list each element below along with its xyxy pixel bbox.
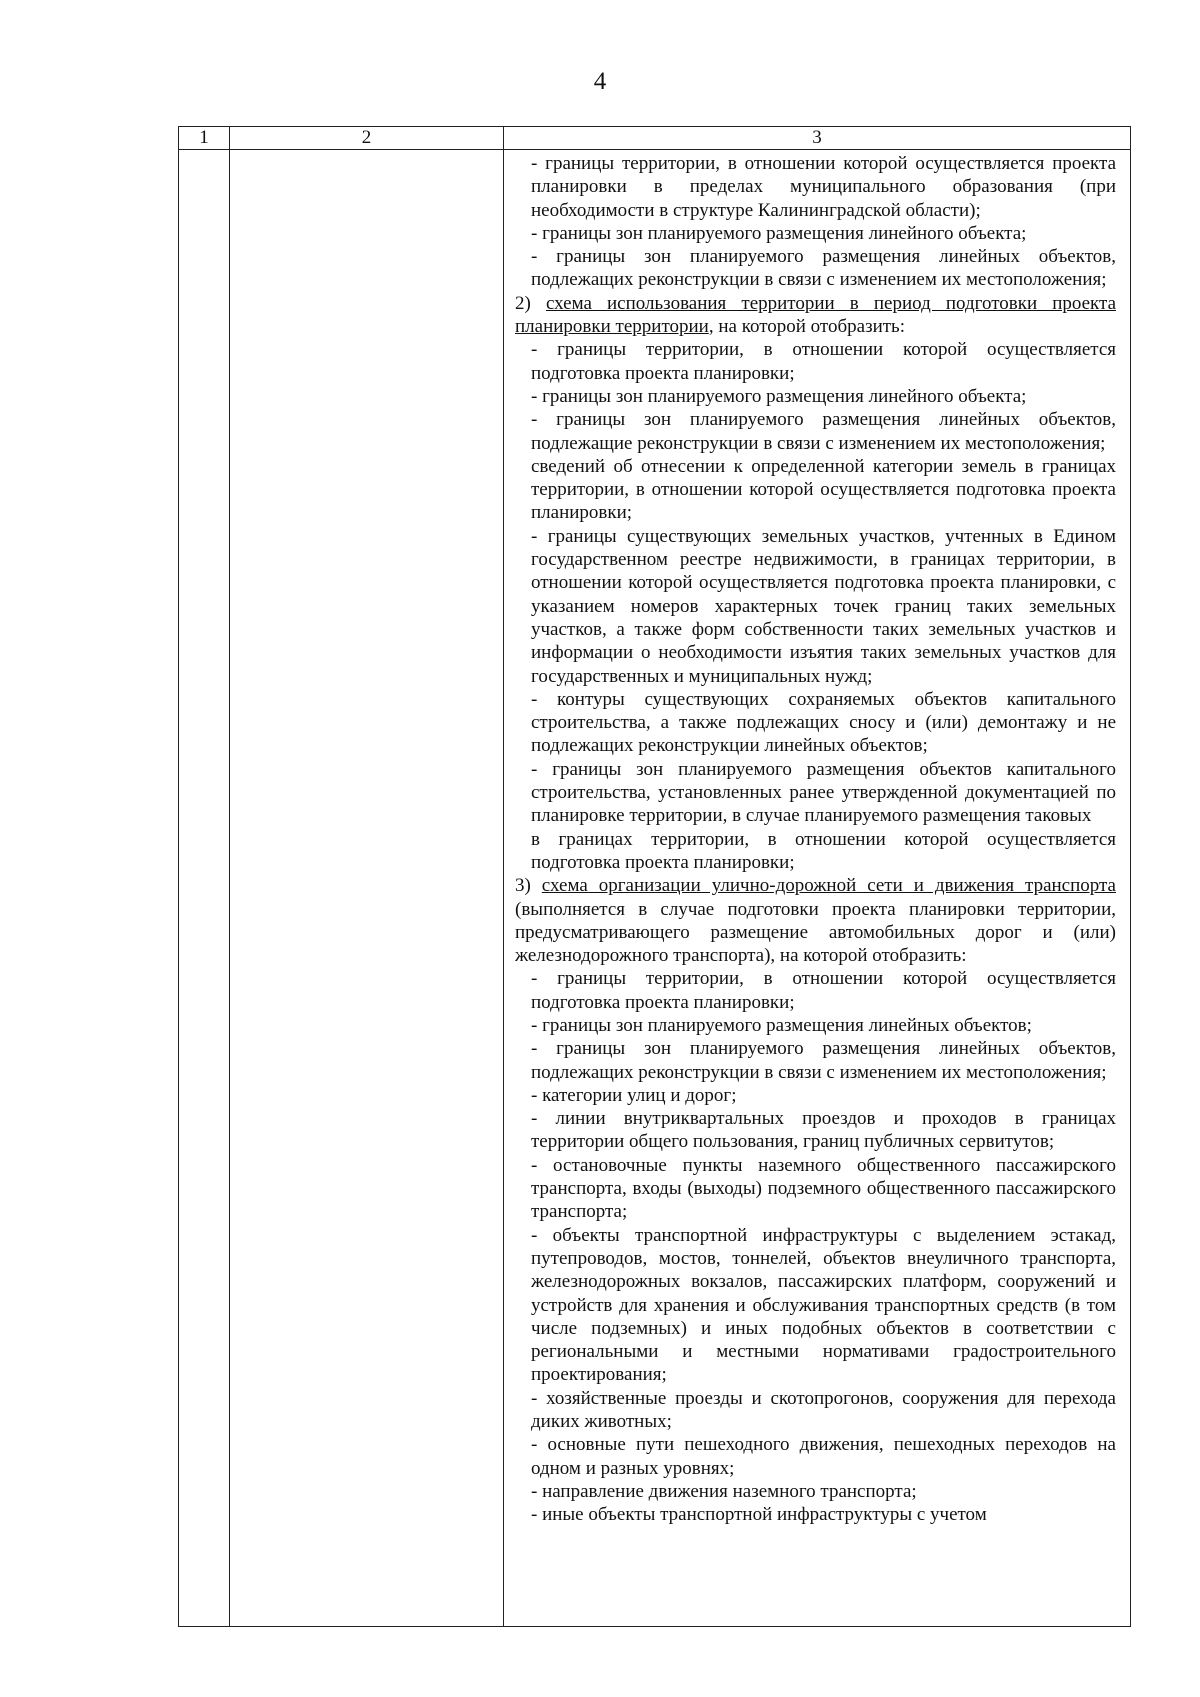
list-item — [515, 385, 1116, 408]
text-fragment: - контуры существующих сохраняемых объектов капитального строительства, а также подлежащих сносу и (или) демонтажу и не подлежащих реконструкции линейных объектов; — [531, 688, 1116, 757]
column-header-1: 1 — [179, 127, 230, 150]
underlined-title: схема использования территории в период подготовки проекта планировки территории — [515, 292, 1116, 338]
underlined-title: схема организации улично-дорожной сети и движения транспорта — [541, 875, 1116, 897]
list-item — [515, 1107, 1116, 1154]
text-fragment: (выполняется в случае подготовки проекта планировки территории, предусматривающего размещение автомобильных дорог и (или) железнодорожного транспорта), на которой отобразить: — [515, 898, 1116, 967]
text-fragment: - основные пути пешеходного движения, пешеходных переходов на одном и разных уровнях; — [531, 1434, 1116, 1479]
text-fragment: - иные объекты транспортной инфраструктуры с учетом — [531, 1504, 987, 1526]
requirements-text — [504, 150, 1130, 1527]
text-fragment: - линии внутриквартальных проездов и проходов в границах территории общего пользования, границ публичных сервитутов; — [531, 1108, 1116, 1153]
cell-col-3 — [504, 150, 1131, 1627]
text-fragment: 3) — [515, 875, 542, 897]
table-row — [179, 150, 1131, 1627]
text-fragment: 2) — [515, 292, 546, 314]
list-item — [515, 1224, 1116, 1387]
page-number: 4 — [593, 68, 607, 95]
text-fragment: - остановочные пункты наземного общественного пассажирского транспорта, входы (выходы) подземного общественного пассажирского транспорта; — [531, 1154, 1116, 1223]
column-header-2: 2 — [230, 127, 504, 150]
text-fragment: - границы зон планируемого размещения объектов капитального строительства, установленных ранее утвержденной документацией по планировке территории, в случае планируемого размещения таковых — [531, 758, 1116, 827]
list-item — [515, 338, 1116, 385]
text-fragment: - объекты транспортной инфраструктуры с выделением эстакад, путепроводов, мостов, тоннелей, объектов внеуличного транспорта, железнодорожных вокзалов, пассажирских платформ, сооружений и устройств для хранения и обслуживания транспортных средств (в том числе подземных) и иных подобных объектов в соответствии с региональными и местными нормативами градостроительного проектирования; — [531, 1224, 1116, 1386]
text-fragment: - границы территории, в отношении которой осуществляется проекта планировки в пределах муниципального образования (при необходимости в структуре Калининградской области); — [531, 153, 1116, 221]
section-heading-item — [515, 874, 1116, 967]
list-item — [515, 1014, 1116, 1037]
list-item — [515, 1154, 1116, 1224]
text-fragment: - направление движения наземного транспорта; — [531, 1480, 917, 1502]
text-fragment: сведений об отнесении к определенной категории земель в границах территории, в отношении которой осуществляется подготовка проекта планировки; — [531, 455, 1116, 524]
column-header-3: 3 — [504, 127, 1131, 150]
table-header-row — [179, 127, 1131, 150]
text-fragment: - хозяйственные проезды и скотопрогонов, сооружения для перехода диких животных; — [531, 1387, 1116, 1433]
list-item — [515, 1480, 1116, 1503]
text-fragment: - границы зон планируемого размещения линейных объектов, подлежащие реконструкции в связи с изменением их местоположения; — [531, 409, 1116, 454]
text-fragment: в границах территории, в отношении которой осуществляется подготовка проекта планировки; — [531, 828, 1116, 873]
text-fragment: - границы существующих земельных участков, учтенных в Едином государственном реестре недвижимости, в границах территории, в отношении которой осуществляется подготовка проекта планировки, с указанием номеров характерных точек границ таких земельных участков, а также форм собственности таких земельных участков и информации о необходимости изъятия таких земельных участков для государственных и муниципальных нужд; — [531, 525, 1116, 687]
text-fragment: , на которой отобразить: — [708, 316, 906, 338]
cell-col-2 — [230, 150, 504, 1627]
list-item — [515, 688, 1116, 758]
list-item — [515, 408, 1116, 455]
list-item — [515, 1084, 1116, 1107]
text-fragment: - границы зон планируемого размещения линейных объектов; — [531, 1014, 1032, 1036]
list-item — [515, 1503, 1116, 1526]
cell-col-1 — [179, 150, 230, 1627]
text-fragment: - категории улиц и дорог; — [531, 1084, 737, 1106]
text-fragment: - границы территории, в отношении которой осуществляется подготовка проекта планировки; — [531, 968, 1116, 1013]
list-item — [515, 1387, 1116, 1434]
text-fragment: - границы территории, в отношении которой осуществляется подготовка проекта планировки; — [531, 339, 1116, 384]
text-fragment: - границы зон планируемого размещения линейного объекта; — [531, 222, 1027, 244]
section-heading-item — [515, 292, 1116, 339]
list-item — [515, 222, 1116, 245]
text-fragment: - границы зон планируемого размещения линейного объекта; — [531, 385, 1027, 407]
list-item — [515, 1037, 1116, 1084]
list-item — [515, 967, 1116, 1014]
list-item — [515, 455, 1116, 525]
list-item — [515, 758, 1116, 828]
list-item — [515, 1433, 1116, 1480]
list-item — [515, 245, 1116, 292]
requirements-table — [178, 126, 1131, 1627]
text-fragment: - границы зон планируемого размещения линейных объектов, подлежащих реконструкции в связи с изменением их местоположения; — [531, 246, 1116, 291]
text-fragment: - границы зон планируемого размещения линейных объектов, подлежащих реконструкции в связи с изменением их местоположения; — [531, 1038, 1116, 1083]
list-item — [515, 525, 1116, 688]
list-item — [515, 152, 1116, 222]
list-item — [515, 828, 1116, 875]
